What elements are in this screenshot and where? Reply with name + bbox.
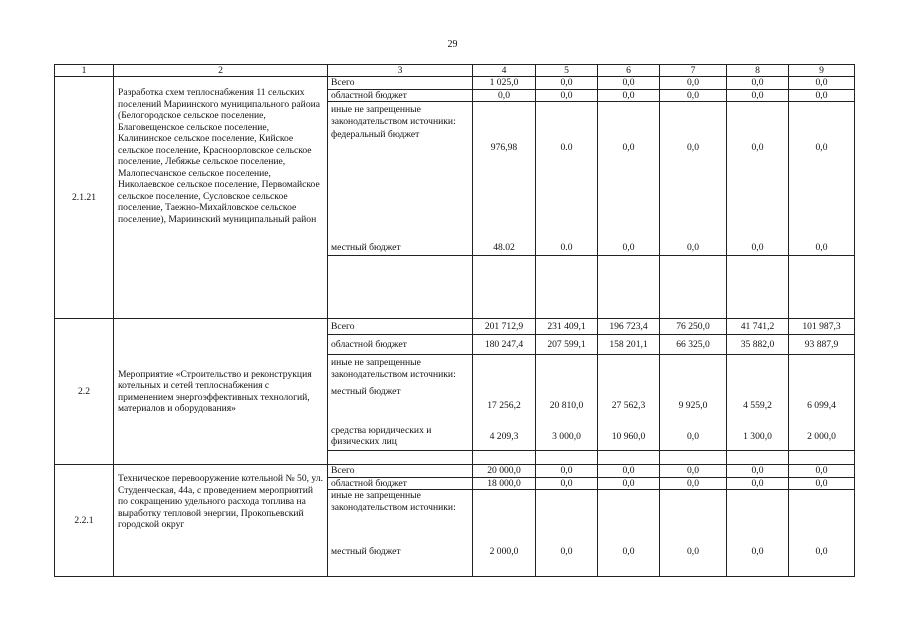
value-cell: 0,0 <box>660 534 727 577</box>
value-cell: 231 409,1 <box>536 319 598 335</box>
budget-table <box>54 64 855 577</box>
source-label: местный бюджет <box>328 534 473 577</box>
col-header: 2 <box>114 65 328 77</box>
value-cell: 0,0 <box>598 534 660 577</box>
value-cell: 0,0 <box>598 102 660 172</box>
value-cell: 2 000,0 <box>789 419 855 451</box>
value-cell: 93 887,9 <box>789 335 855 355</box>
spacer-cell <box>789 451 855 465</box>
source-label: иные не запрещенные законодательством источники: местный бюджет <box>328 355 473 419</box>
value-cell: 0,0 <box>727 77 789 90</box>
value-cell: 0,0 <box>789 465 855 478</box>
value-cell: 0,0 <box>598 89 660 102</box>
source-label: средства юридических и физических лиц <box>328 419 473 451</box>
value-cell: 0,0 <box>536 89 598 102</box>
value-cell: 35 882,0 <box>727 335 789 355</box>
value-cell: 1 300,0 <box>727 419 789 451</box>
col-header: 9 <box>789 65 855 77</box>
value-cell: 4 559,2 <box>727 355 789 419</box>
table-row <box>55 465 855 478</box>
value-cell: 0,0 <box>789 477 855 490</box>
spacer-cell <box>789 256 855 319</box>
row-id: 2.1.21 <box>55 77 114 319</box>
value-cell: 0,0 <box>789 102 855 172</box>
table-row <box>55 77 855 90</box>
value-cell: 2 000,0 <box>473 534 536 577</box>
value-cell: 0,0 <box>660 477 727 490</box>
value-cell: 0,0 <box>598 465 660 478</box>
value-cell: 0,0 <box>727 89 789 102</box>
value-cell: 0,0 <box>660 172 727 256</box>
row-id: 2.2.1 <box>55 465 114 577</box>
source-label: местный бюджет <box>328 172 473 256</box>
value-cell: 1 025,0 <box>473 77 536 90</box>
value-cell <box>727 490 789 534</box>
value-cell: 158 201,1 <box>598 335 660 355</box>
table-header-row <box>55 65 855 77</box>
spacer-cell <box>598 256 660 319</box>
col-header: 3 <box>328 65 473 77</box>
source-label: областной бюджет <box>328 89 473 102</box>
value-cell: 0,0 <box>473 89 536 102</box>
col-header: 7 <box>660 65 727 77</box>
value-cell: 0,0 <box>536 465 598 478</box>
value-cell: 0.0 <box>536 102 598 172</box>
value-cell: 976,98 <box>473 102 536 172</box>
value-cell: 201 712,9 <box>473 319 536 335</box>
value-cell: 0,0 <box>660 465 727 478</box>
value-cell <box>660 490 727 534</box>
value-cell: 66 325,0 <box>660 335 727 355</box>
value-cell: 0,0 <box>536 77 598 90</box>
spacer-cell <box>727 256 789 319</box>
spacer-cell <box>727 451 789 465</box>
value-cell: 17 256,2 <box>473 355 536 419</box>
value-cell: 0,0 <box>598 77 660 90</box>
value-cell: 0,0 <box>727 534 789 577</box>
value-cell: 18 000,0 <box>473 477 536 490</box>
value-cell: 0,0 <box>789 77 855 90</box>
spacer-cell <box>536 451 598 465</box>
value-cell: 76 250,0 <box>660 319 727 335</box>
value-cell: 0,0 <box>789 89 855 102</box>
value-cell: 0,0 <box>660 77 727 90</box>
row-description: Мероприятие «Строительство и реконструкция котельных и сетей теплоснабжения с применением энергоэффективных технологий, материалов и оборудования» <box>114 319 328 465</box>
value-cell: 180 247,4 <box>473 335 536 355</box>
source-label: Всего <box>328 319 473 335</box>
value-cell: 0,0 <box>789 172 855 256</box>
value-cell: 0.0 <box>536 172 598 256</box>
value-cell: 3 000,0 <box>536 419 598 451</box>
spacer-cell <box>473 256 536 319</box>
source-label: Всего <box>328 77 473 90</box>
spacer-cell <box>328 451 473 465</box>
value-cell: 48.02 <box>473 172 536 256</box>
row-id: 2.2 <box>55 319 114 465</box>
source-label: областной бюджет <box>328 477 473 490</box>
source-label: Всего <box>328 465 473 478</box>
value-cell <box>598 490 660 534</box>
value-cell <box>473 490 536 534</box>
value-cell: 9 925,0 <box>660 355 727 419</box>
value-cell: 0,0 <box>536 534 598 577</box>
value-cell: 10 960,0 <box>598 419 660 451</box>
col-header: 4 <box>473 65 536 77</box>
value-cell: 0,0 <box>660 89 727 102</box>
page-number: 29 <box>447 39 458 50</box>
value-cell: 20 810,0 <box>536 355 598 419</box>
row-description: Разработка схем теплоснабжения 11 сельских поселений Мариинского муниципального райоиа (Белогородское сельское поселение, Благовещенское сельское поселение, Калининское сельское поселение, Кийское сельское поселение, Красноорловское сельское поселение, Лебяжье сельское поселение, Малопесчанское сельское поселение, Николаевское сельское поселение, Первомайское сельское поселение, Сусловское сельское поселение, Таежно-Михайловское сельское поселение), Мариинский муниципальный район <box>114 77 328 319</box>
value-cell: 207 599,1 <box>536 335 598 355</box>
row-description: Техническое перевооружение котельной № 50, ул. Студенческая, 44а, с проведением мероприятий по сокращению удельного расхода топлива на выработку тепловой энергии, Прокопьевский городской округ <box>114 465 328 577</box>
source-label: иные не запрещенные законодательством источники: <box>328 490 473 534</box>
value-cell: 0,0 <box>598 172 660 256</box>
value-cell: 0,0 <box>789 534 855 577</box>
value-cell <box>536 490 598 534</box>
value-cell: 4 209,3 <box>473 419 536 451</box>
value-cell: 0,0 <box>727 102 789 172</box>
spacer-cell <box>473 451 536 465</box>
col-header: 1 <box>55 65 114 77</box>
col-header: 6 <box>598 65 660 77</box>
source-label: иные не запрещенные законодательством источники: федеральный бюджет <box>328 102 473 172</box>
spacer-cell <box>660 451 727 465</box>
value-cell: 0,0 <box>727 477 789 490</box>
value-cell: 0,0 <box>536 477 598 490</box>
value-cell: 0,0 <box>598 477 660 490</box>
spacer-cell <box>536 256 598 319</box>
table-row <box>55 319 855 335</box>
spacer-cell <box>598 451 660 465</box>
spacer-cell <box>328 256 473 319</box>
value-cell: 27 562,3 <box>598 355 660 419</box>
value-cell: 6 099,4 <box>789 355 855 419</box>
value-cell: 196 723,4 <box>598 319 660 335</box>
source-label: областной бюджет <box>328 335 473 355</box>
value-cell: 0,0 <box>660 419 727 451</box>
value-cell: 20 000,0 <box>473 465 536 478</box>
value-cell: 41 741,2 <box>727 319 789 335</box>
value-cell <box>789 490 855 534</box>
col-header: 8 <box>727 65 789 77</box>
value-cell: 101 987,3 <box>789 319 855 335</box>
value-cell: 0,0 <box>727 172 789 256</box>
value-cell: 0,0 <box>727 465 789 478</box>
value-cell: 0,0 <box>660 102 727 172</box>
col-header: 5 <box>536 65 598 77</box>
spacer-cell <box>660 256 727 319</box>
